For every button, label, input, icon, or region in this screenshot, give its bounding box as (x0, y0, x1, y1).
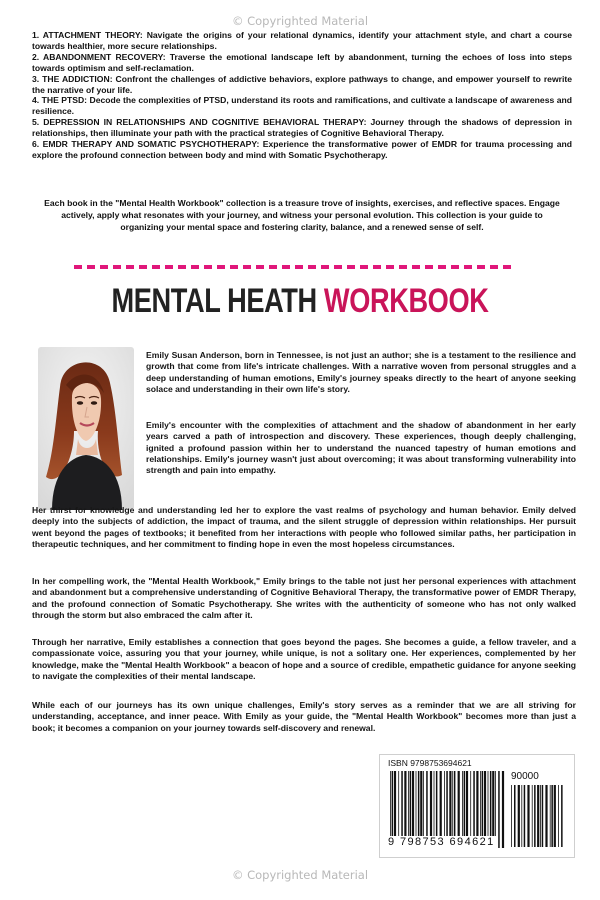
barcode-bar (502, 771, 504, 848)
price-code: 90000 (511, 771, 539, 782)
isbn-label: ISBN 9798753694621 (388, 758, 472, 768)
list-item-text: Decode the complexities of PTSD, understand its roots and ramifications, and cultivate a landscape of awareness and resilience. (32, 95, 573, 117)
barcode-bar (534, 785, 536, 847)
list-item-heading: 5. DEPRESSION IN RELATIONSHIPS AND COGNITIVE BEHAVIORAL THERAPY: (32, 117, 367, 128)
bio-paragraph: While each of our journeys has its own unique challenges, Emily's story serves as a reminder that we are all striving for understanding, acceptance, and inner peace. With Emily as your guide, the "Mental Health Workbook" becomes more than just a book; it becomes a companion on your journey towards self-discovery and renewal. (32, 700, 576, 733)
list-item-text: Journey through the shadows of depression in relationships, then illuminate your path with the practical strategies of Cognitive Behavioral Therapy. (32, 117, 573, 139)
title-part-accent: WORKBOOK (323, 282, 489, 320)
barcode-bar (540, 785, 541, 847)
barcode-bar (521, 785, 522, 847)
barcode-bar (561, 785, 563, 847)
title-part-dark: MENTAL HEATH (111, 282, 324, 320)
barcode-bar (527, 785, 529, 847)
list-item-heading: 4. THE PTSD: (32, 95, 88, 106)
barcode-addon-bars (511, 785, 565, 847)
author-photo (38, 347, 134, 510)
barcode-bar (518, 785, 520, 847)
list-item (32, 74, 572, 96)
isbn-barcode (379, 754, 575, 858)
list-item (32, 52, 572, 74)
dashed-divider (74, 265, 514, 269)
book-list (32, 30, 572, 161)
barcode-digits: 9 798753 694621 (388, 836, 495, 848)
collection-intro: Each book in the "Mental Health Workbook" collection is a treasure trove of insights, exercises, and reflective spaces. Engage actively, apply what resonates with your journey, and witness your personal evolution. This collection is your guide to organizing your mental space and fostering clarity, balance, and a renewed sense of self. (44, 198, 560, 233)
list-item-heading: 3. THE ADDICTION: (32, 73, 113, 84)
list-item-text: Navigate the origins of your relational dynamics, identify your attachment style, and chart a course towards healthier, more secure relationships. (32, 30, 572, 51)
barcode-bar (532, 785, 533, 847)
bio-paragraph: Through her narrative, Emily establishes a connection that goes beyond the pages. She becomes a guide, a fellow traveler, and a compassionate voice, assuring you that your journey, while unique, is not a solitary one. Her experiences, complemented by her knowledge, make the "Mental Health Workbook" a beacon of hope and a source of credible, empathetic guidance for anyone seeking to navigate the complexities of their mental landscape. (32, 637, 576, 681)
copyright-watermark: © Copyrighted Material (231, 14, 369, 28)
barcode-bar (554, 785, 556, 847)
barcode-bar (514, 785, 516, 847)
list-item (32, 117, 572, 139)
copyright-watermark: © Copyrighted Material (231, 868, 369, 882)
list-item (32, 30, 572, 52)
list-item (32, 139, 572, 161)
list-item-text: Experience the transformative power of EMDR for trauma processing and explore the profound connection between body and mind with Somatic Psychotherapy. (32, 139, 572, 160)
barcode-bar (542, 785, 544, 847)
barcode-bar (498, 771, 500, 848)
barcode-bar (551, 785, 553, 847)
barcode-bar (558, 785, 559, 847)
barcode-bar (550, 785, 551, 847)
list-item-heading: 1. ATTACHMENT THEORY: (32, 30, 143, 40)
barcode-bar (537, 785, 539, 847)
book-title (60, 282, 540, 321)
bio-paragraph: Her thirst for knowledge and understanding led her to explore the vast realms of psychology and human behavior. Emily delved deeply into the subjects of addiction, the impact of trauma, and the silent struggle of depression within relationships. Her pursuit went beyond the pages of textbooks; it benefited from her interactions with people who followed similar paths, her participation in therapeutic techniques, and her commitment to finding hope in even the most hopeless circumstances. (32, 505, 576, 549)
barcode-bar (524, 785, 526, 847)
barcode-bar (545, 785, 547, 847)
list-item (32, 95, 572, 117)
list-item-heading: 2. ABANDONMENT RECOVERY: (32, 51, 166, 62)
bio-paragraph: Emily Susan Anderson, born in Tennessee, is not just an author; she is a testament to the resilience and growth that come from life's intricate challenges. With a narrative woven from personal struggles and a deep understanding of human emotions, Emily's journey speaks directly to the heart of anyone seeking solace and understanding in their own life's story. (146, 350, 576, 394)
list-item-heading: 6. EMDR THERAPY AND SOMATIC PSYCHOTHERAPY: (32, 139, 260, 150)
barcode-bar (511, 785, 512, 847)
bio-paragraph: In her compelling work, the "Mental Health Workbook," Emily brings to the table not just her personal experiences with attachment and abandonment but a comprehensive understanding of Cognitive Behavioral Therapy, the transformative power of EMDR Therapy, and the profound connection of Somatic Psychotherapy. She writes with the authenticity of someone who has not only walked through the storm but also embraced the calm after it. (32, 576, 576, 620)
list-item-text: Confront the challenges of addictive behaviors, explore pathways to change, and empower yourself to rewrite the narrative of your life. (32, 73, 573, 95)
bio-paragraph: Emily's encounter with the complexities of attachment and the shadow of abandonment in her early years carved a path of introspection and discovery. These experiences, though deeply challenging, ignited a profound passion within her to understand the nuanced tapestry of human emotions and relationships. Emily's journey wasn't just about overcoming; it was about transforming vulnerability into strength and pain into empathy. (146, 420, 576, 476)
list-item-text: Traverse the emotional landscape left by abandonment, turning the echoes of loss into steps towards optimism and self-reclamation. (32, 51, 573, 73)
